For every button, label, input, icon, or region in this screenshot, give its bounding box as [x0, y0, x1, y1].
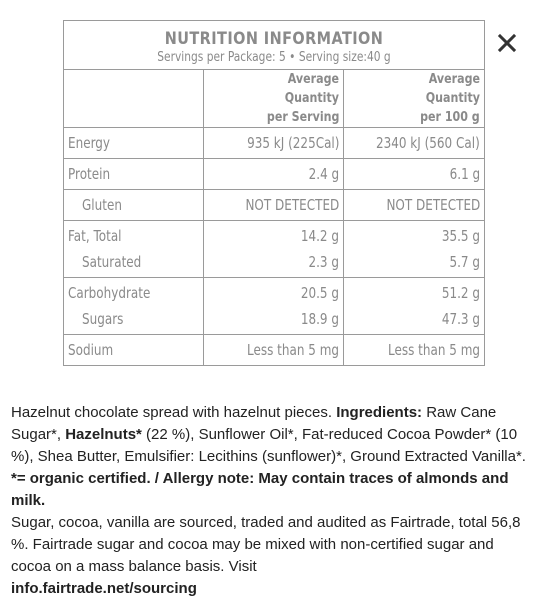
per-100g-value: Less than 5 mg — [387, 341, 480, 359]
table-row-sodium — [64, 335, 485, 366]
row-sublabel: Sugars — [82, 310, 124, 328]
per-serving-value: 18.9 g — [300, 310, 339, 328]
nutrition-title-cell — [64, 21, 485, 70]
nutrition-subtitle: Servings per Package: 5 • Serving size:40 g — [157, 50, 391, 65]
per-100g-value: NOT DETECTED — [386, 196, 480, 214]
table-row-gluten — [64, 190, 485, 221]
close-icon — [497, 33, 517, 53]
row-label: Fat, Total — [68, 227, 122, 245]
column-header-per-100g: Average Quantity per 100 g — [344, 70, 485, 128]
ingredients-paragraph: Hazelnut chocolate spread with hazelnut pieces. Ingredients: Raw Cane Sugar*, Hazelnuts* (22 %), Sunflower Oil*, Fat-reduced Cocoa Powder* (10 %), Shea Butter, Emulsifier: Lecithins (sunflower)*, Ground Extracted Vanilla*. *= organic certified. / Allergy note: May contain traces of almonds and milk. — [11, 404, 526, 509]
per-serving-value: 2.3 g — [308, 253, 339, 271]
row-sublabel: Saturated — [82, 253, 142, 271]
per-100g-value: 6.1 g — [449, 165, 480, 183]
nutrition-title: NUTRITION INFORMATION — [164, 29, 384, 49]
per-serving-value: 20.5 g — [300, 284, 339, 302]
ingredients-label: Ingredients: — [336, 404, 423, 421]
nutrition-table — [63, 20, 485, 366]
header-empty-cell — [64, 70, 204, 128]
row-label: Gluten — [82, 196, 122, 214]
per-serving-value: Less than 5 mg — [246, 341, 339, 359]
per-serving-value: 14.2 g — [300, 227, 339, 245]
product-description — [11, 402, 529, 600]
per-100g-value: 51.2 g — [441, 284, 480, 302]
table-row-energy — [64, 128, 485, 159]
per-100g-value: 2340 kJ (560 Cal) — [376, 134, 480, 152]
table-row-carbohydrate — [64, 278, 485, 335]
per-serving-value: 935 kJ (225Cal) — [246, 134, 339, 152]
hazelnuts-label: Hazelnuts* — [65, 426, 142, 443]
per-100g-value: 35.5 g — [441, 227, 480, 245]
table-row-fat — [64, 221, 485, 278]
table-row-protein — [64, 159, 485, 190]
row-label: Protein — [68, 165, 111, 183]
close-button[interactable] — [494, 30, 520, 56]
column-header-per-serving: Average Quantity per Serving — [204, 70, 344, 128]
row-label: Energy — [68, 134, 111, 152]
per-100g-value: 5.7 g — [449, 253, 480, 271]
row-label: Carbohydrate — [68, 284, 151, 302]
fairtrade-paragraph: Sugar, cocoa, vanilla are sourced, traded and audited as Fairtrade, total 56,8 %. Fairtrade sugar and cocoa may be mixed with non-certified sugar and cocoa on a mass balance basis. Visit info.fairtrade.net/sourcing — [11, 514, 521, 597]
per-100g-value: 47.3 g — [441, 310, 480, 328]
row-label: Sodium — [68, 341, 114, 359]
fairtrade-link[interactable]: info.fairtrade.net/sourcing — [11, 580, 197, 597]
per-serving-value: 2.4 g — [308, 165, 339, 183]
per-serving-value: NOT DETECTED — [245, 196, 339, 214]
allergy-note: *= organic certified. / Allergy note: May contain traces of almonds and milk. — [11, 470, 509, 509]
